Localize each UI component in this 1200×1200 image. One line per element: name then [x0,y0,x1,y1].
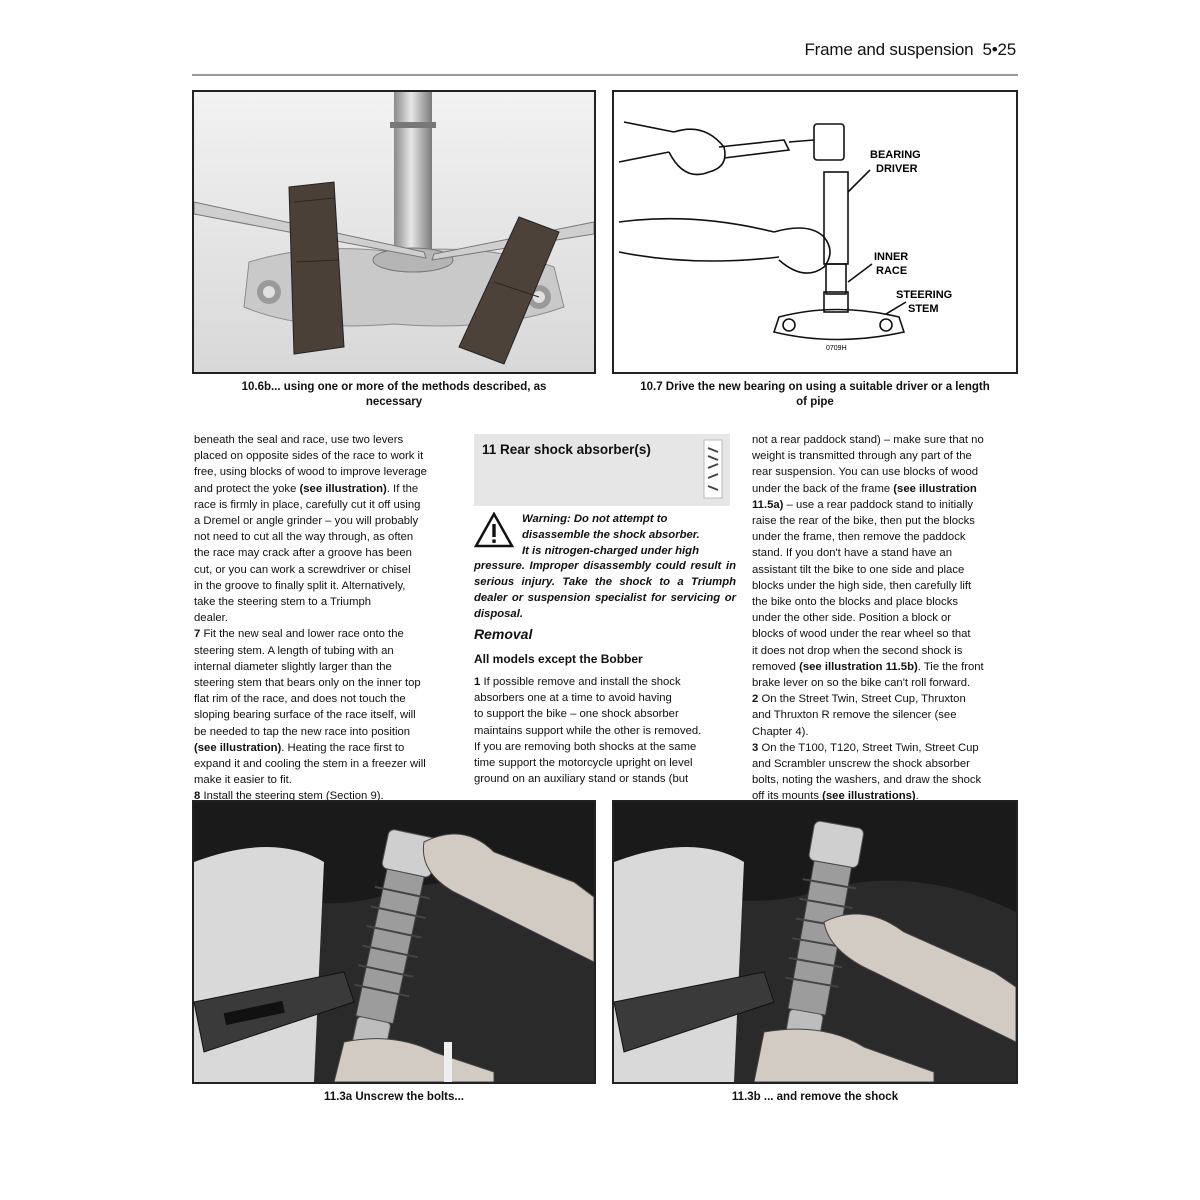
text-line: off its mounts (see illustrations). [752,790,919,803]
step-number: 7 [194,628,201,641]
text-line: weight is transmitted through any part of the [752,450,972,463]
text-line: under the back of the frame (see illustration [752,482,977,495]
removal-subheading: All models except the Bobber [474,652,643,666]
text-line: 7 Fit the new seal and lower race onto the [194,628,404,641]
figure-shock-bolts-photo [192,800,596,1084]
text-line: dealer. [194,612,228,625]
warning-line: disassemble the shock absorber. [522,528,700,541]
text-line: be needed to tap the new race into position [194,725,411,738]
caption-fig-11-3b: 11.3b ... and remove the shock [731,1091,899,1103]
text-line: 11.5a) – use a rear paddock stand to initially [752,498,974,511]
step-number: 3 [752,741,759,754]
text-line: raise the rear of the bike, then put the blocks [752,515,975,528]
text-column-3 [752,432,1016,805]
text-line: beneath the seal and race, use two levers [194,434,404,446]
label-race: RACE [876,265,908,277]
difficulty-spanner-icon [702,438,724,500]
figure-remove-shock-photo [612,800,1018,1084]
label-inner: INNER [874,251,909,263]
caption-line: 10.7 Drive the new bearing on using a suitable driver or a length [640,381,990,393]
text-line: Chapter 4). [752,725,809,738]
label-steering: STEERING [896,289,953,301]
text-line: expand it and cooling the stem in a freezer will [194,758,426,771]
text-line: to support the bike – one shock absorber [474,708,679,721]
text-line: sloping bearing surface of the race itself, will [194,709,416,722]
label-stem: STEM [908,303,939,315]
section-number: 11 [482,442,497,457]
illustration-ref: (see illustrations) [822,790,916,803]
caption-fig-10-6b [192,380,596,410]
text-line: and protect the yoke (see illustration). If the [194,482,419,495]
text-line: 8 Install the steering stem (Section 9). [194,790,384,803]
caption-line: necessary [365,396,423,408]
removal-heading: Removal [474,626,533,642]
bearing-driver-diagram-image [614,92,1016,372]
text-line: assistant tilt the bike to one side and place [752,563,965,576]
text-line: removed (see illustration 11.5b). Tie the front [752,660,984,673]
text-line: take the steering stem to a Triumph [194,596,372,609]
text-line: blocks under the high side, then carefully lift [752,579,972,592]
text-line: 1 If possible remove and install the shock [474,676,681,688]
diagram-code: 0709H [826,345,847,352]
illustration-ref: (see illustration 11.5b) [799,660,918,673]
text-line: blocks of wood under the rear wheel so that [752,628,971,641]
step-number: 8 [194,790,201,803]
text-line: internal diameter slightly larger than the [194,660,392,673]
text-line: under the frame, then remove the paddock [752,531,966,544]
text-line: the race may crack after a groove has been [194,547,412,560]
text-line: it does not drop when the second shock is [752,644,963,657]
text-line: flat rim of the race, and does not touch the [194,693,406,706]
remove-shock-photo-image [614,802,1016,1082]
text-line: cut, or you can work a screwdriver or chisel [194,563,411,576]
page-header [192,36,1018,76]
illustration-ref: (see illustration) [299,482,387,495]
text-line: not a rear paddock stand) – make sure that no [752,434,984,446]
text-line: absorbers one at a time to avoid having [474,692,672,705]
text-line: under the other side. Position a block or [752,612,952,625]
text-line: If you are removing both shocks at the same [474,740,697,753]
text-line: in the groove to finally split it. Alternatively, [194,579,406,592]
text-column-1 [194,432,458,805]
text-line: placed on opposite sides of the race to work it [194,450,424,463]
warning-line: Warning: Do not attempt to [522,513,668,525]
label-driver: DRIVER [876,163,918,175]
text-line: the bike onto the blocks and place blocks [752,596,958,609]
text-column-2 [474,674,736,787]
text-line: and Scrambler unscrew the shock absorber [752,758,970,771]
warning-line: It is nitrogen-charged under high [522,544,699,557]
section-title [482,442,651,457]
step-number: 2 [752,693,759,706]
text-line: (see illustration). Heating the race first to [194,741,405,754]
figure-steering-stem-photo [192,90,596,374]
shock-bolts-photo-image [194,802,594,1082]
warning-text [474,512,736,623]
text-line: a Dremel or angle grinder – you will probably [194,515,419,528]
text-line: steering stem that bears only on the inner top [194,677,421,690]
text-line: bolts, noting the washers, and draw the shock [752,774,982,787]
text-line: and Thruxton R remove the silencer (see [752,709,957,722]
page-number: 5•25 [982,40,1016,59]
text-line: maintains support while the other is removed. [474,724,702,737]
text-line: not need to cut all the way through, as often [194,531,414,544]
text-line: rear suspension. You can use blocks of wood [752,466,979,479]
illustration-ref: 11.5a) [752,498,784,511]
text-line: stand. If you don't have a stand have an [752,547,952,560]
text-line: make it easier to fit. [194,774,292,787]
section-heading-box [474,434,730,506]
text-line: ground on an auxiliary stand or stands (but [474,773,689,786]
figure-bearing-driver-diagram [612,90,1018,374]
steering-stem-photo-image [194,92,594,372]
illustration-ref: (see illustration) [194,741,282,754]
text-line: 3 On the T100, T120, Street Twin, Street Cup [752,741,979,754]
text-line: brake lever on so the bike can't roll forward. [752,677,971,690]
caption-fig-10-7 [612,380,1018,410]
text-line: free, using blocks of wood to improve leverage [194,466,427,479]
text-line: race is firmly in place, carefully cut it off using [194,498,421,511]
section-title-text: Rear shock absorber(s) [500,442,651,457]
header-title: Frame and suspension [804,40,974,59]
caption-line: of pipe [796,396,834,408]
illustration-ref: (see illustration [893,482,977,495]
text-line: 2 On the Street Twin, Street Cup, Thruxton [752,693,966,706]
label-bearing: BEARING [870,149,921,161]
caption-line: 10.6b... using one or more of the methods described, as [241,381,547,393]
text-line: steering stem. A length of tubing with an [194,644,394,657]
warning-body: pressure. Improper disassembly could result in serious injury. Take the shock to a Triumph dealer or suspension specialist for servicing or disposal. [474,560,736,620]
step-number: 1 [474,676,481,688]
caption-fig-11-3a: 11.3a Unscrew the bolts... [324,1091,464,1103]
text-line: time support the motorcycle upright on level [474,757,693,770]
header-title-line [805,40,1017,60]
